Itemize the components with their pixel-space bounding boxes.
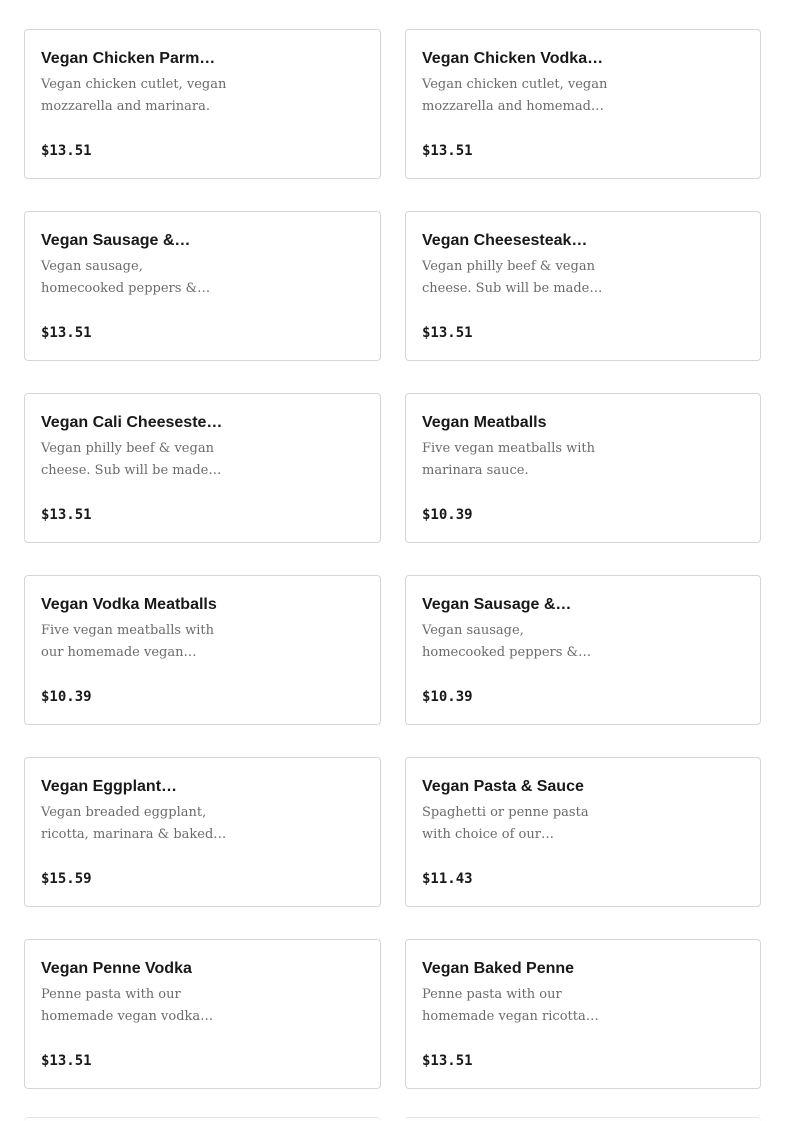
menu-item-description: [422, 74, 622, 118]
menu-item-description-line: cheese. Sub will be made…: [41, 463, 222, 478]
menu-item-title: Vegan Sausage &…: [41, 232, 191, 249]
menu-item-title: Vegan Penne Vodka: [41, 960, 192, 977]
menu-item-card[interactable]: [24, 29, 381, 179]
next-card-edge: [24, 1117, 381, 1121]
menu-item-card[interactable]: [24, 757, 381, 907]
menu-item-card[interactable]: [405, 211, 761, 361]
menu-item-title: Vegan Baked Penne: [422, 960, 575, 977]
menu-item-description-line: Penne pasta with our: [41, 987, 181, 1002]
menu-item-description-line: Vegan philly beef & vegan: [41, 441, 214, 456]
menu-item-description: [422, 984, 622, 1028]
menu-item-description-line: marinara sauce.: [422, 463, 529, 478]
menu-item-description-line: cheese. Sub will be made…: [422, 281, 603, 296]
menu-item-description: [41, 256, 241, 300]
next-card-edge: [405, 1117, 761, 1121]
menu-item-description-line: Vegan breaded eggplant,: [41, 805, 207, 820]
menu-item-description-line: mozzarella and homemad…: [422, 99, 604, 114]
menu-item-description-line: homecooked peppers &…: [422, 645, 592, 660]
menu-item-description-line: Penne pasta with our: [422, 987, 562, 1002]
menu-item-description-line: Spaghetti or penne pasta: [422, 805, 589, 820]
menu-item-description-line: homecooked peppers &…: [41, 281, 211, 296]
menu-item-description: [422, 620, 622, 664]
menu-item-description-line: Five vegan meatballs with: [41, 623, 215, 638]
menu-item-card[interactable]: [24, 939, 381, 1089]
menu-item-description-line: ricotta, marinara & baked…: [41, 827, 227, 842]
menu-item-title: Vegan Sausage &…: [422, 596, 572, 613]
menu-item-description-line: Vegan chicken cutlet, vegan: [422, 77, 608, 92]
menu-item-price: $13.51: [422, 325, 473, 341]
menu-item-description: [41, 984, 241, 1028]
menu-item-description: [41, 74, 241, 118]
menu-item-description-line: with choice of our…: [422, 827, 554, 842]
menu-item-description-line: homemade vegan ricotta…: [422, 1009, 599, 1024]
menu-item-title: Vegan Chicken Vodka…: [422, 50, 604, 67]
menu-item-price: $13.51: [422, 143, 473, 159]
menu-item-card[interactable]: [24, 393, 381, 543]
menu-item-description: [422, 802, 622, 846]
menu-item-price: $13.51: [41, 1053, 92, 1069]
menu-item-description-line: Vegan sausage,: [422, 623, 524, 638]
menu-item-description-line: Vegan philly beef & vegan: [422, 259, 595, 274]
menu-item-card[interactable]: [24, 211, 381, 361]
menu-item-description-line: Five vegan meatballs with: [422, 441, 596, 456]
menu-item-description-line: Vegan sausage,: [41, 259, 143, 274]
menu-item-title: Vegan Meatballs: [422, 414, 547, 431]
menu-item-price: $15.59: [41, 871, 92, 887]
menu-item-title: Vegan Pasta & Sauce: [422, 778, 584, 795]
menu-item-card[interactable]: [405, 29, 761, 179]
menu-item-description-line: homemade vegan vodka…: [41, 1009, 214, 1024]
menu-item-price: $13.51: [41, 143, 92, 159]
menu-item-price: $10.39: [422, 507, 473, 523]
menu-item-card[interactable]: [405, 757, 761, 907]
menu-item-card[interactable]: [24, 575, 381, 725]
menu-item-description: [422, 438, 622, 482]
menu-item-title: Vegan Chicken Parm…: [41, 50, 216, 67]
menu-item-description-line: our homemade vegan…: [41, 645, 197, 660]
menu-item-price: $13.51: [41, 325, 92, 341]
menu-item-description-line: Vegan chicken cutlet, vegan: [41, 77, 227, 92]
menu-items-grid: [24, 29, 761, 1089]
menu-item-card[interactable]: [405, 939, 761, 1089]
next-row-hint: [24, 1117, 761, 1121]
menu-item-card[interactable]: [405, 393, 761, 543]
menu-item-price: $13.51: [41, 507, 92, 523]
menu-item-price: $10.39: [41, 689, 92, 705]
menu-item-description: [41, 438, 241, 482]
menu-item-title: Vegan Cheesesteak…: [422, 232, 588, 249]
menu-item-title: Vegan Vodka Meatballs: [41, 596, 217, 613]
menu-item-description: [41, 802, 241, 846]
menu-item-card[interactable]: [405, 575, 761, 725]
menu-item-title: Vegan Eggplant…: [41, 778, 178, 795]
menu-item-price: $11.43: [422, 871, 473, 887]
menu-item-price: $10.39: [422, 689, 473, 705]
menu-item-description: [41, 620, 241, 664]
menu-item-price: $13.51: [422, 1053, 473, 1069]
menu-item-description: [422, 256, 622, 300]
menu-item-title: Vegan Cali Cheeseste…: [41, 414, 223, 431]
menu-item-description-line: mozzarella and marinara.: [41, 99, 210, 114]
